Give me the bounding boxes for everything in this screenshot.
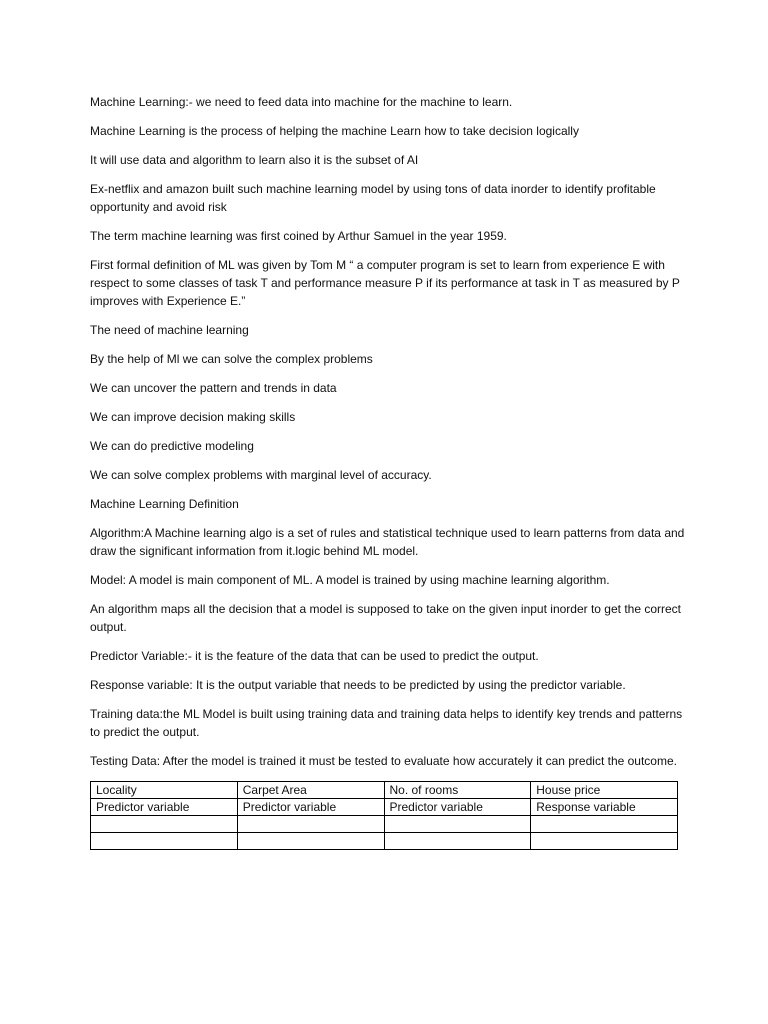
table-cell: No. of rooms: [384, 782, 531, 799]
paragraph-decision-making: We can improve decision making skills: [90, 410, 296, 424]
paragraph-ml-subset-ai: It will use data and algorithm to learn also it is the subset of AI: [90, 153, 419, 167]
table-cell: [237, 833, 384, 850]
paragraph-model: Model: A model is main component of ML. A model is trained by using machine learning algorithm.: [90, 573, 610, 587]
table-cell: [237, 816, 384, 833]
paragraph-predictive-modeling: We can do predictive modeling: [90, 439, 254, 453]
heading-ml-definition: Machine Learning Definition: [90, 497, 239, 511]
table-cell: [91, 833, 238, 850]
table-cell: [531, 816, 678, 833]
paragraph-training-data: Training data:the ML Model is built using training data and training data helps to identify key trends and patterns to predict the output.: [90, 707, 683, 739]
table-cell: Predictor variable: [384, 799, 531, 816]
table-row: [91, 799, 678, 816]
paragraph-ml-intro: Machine Learning:- we need to feed data into machine for the machine to learn.: [90, 95, 513, 109]
paragraph-patterns-trends: We can uncover the pattern and trends in data: [90, 381, 337, 395]
paragraph-response-variable: Response variable: It is the output variable that needs to be predicted by using the predictor variable.: [90, 678, 626, 692]
paragraph-predictor-variable: Predictor Variable:- it is the feature of the data that can be used to predict the output.: [90, 649, 539, 663]
document-body: [90, 93, 690, 850]
paragraph-tom-m-definition: First formal definition of ML was given by Tom M “ a computer program is set to learn from experience E with respect to some classes of task T and performance measure P if its performance at task in T as measured by P improves with Experience E.”: [90, 258, 680, 308]
table-cell: Response variable: [531, 799, 678, 816]
table-cell: Predictor variable: [91, 799, 238, 816]
table-cell: Predictor variable: [237, 799, 384, 816]
table-cell: Carpet Area: [237, 782, 384, 799]
table-cell: [531, 833, 678, 850]
paragraph-arthur-samuel: The term machine learning was first coined by Arthur Samuel in the year 1959.: [90, 229, 507, 243]
paragraph-ml-process: Machine Learning is the process of helping the machine Learn how to take decision logically: [90, 124, 579, 138]
heading-need-of-ml: The need of machine learning: [90, 323, 249, 337]
table-cell: [384, 816, 531, 833]
paragraph-algorithm: Algorithm:A Machine learning algo is a set of rules and statistical technique used to learn patterns from data and draw the significant information from it.logic behind ML model.: [90, 526, 685, 558]
paragraph-accuracy: We can solve complex problems with marginal level of accuracy.: [90, 468, 432, 482]
paragraph-complex-problems: By the help of Ml we can solve the complex problems: [90, 352, 373, 366]
table-row: [91, 833, 678, 850]
house-price-table: [90, 781, 678, 850]
table-row: [91, 782, 678, 799]
table-cell: [384, 833, 531, 850]
table-cell: [91, 816, 238, 833]
table-cell: Locality: [91, 782, 238, 799]
paragraph-testing-data: Testing Data: After the model is trained it must be tested to evaluate how accurately it can predict the outcome.: [90, 754, 677, 768]
paragraph-algorithm-maps: An algorithm maps all the decision that a model is supposed to take on the given input inorder to get the correct output.: [90, 602, 682, 634]
table-cell: House price: [531, 782, 678, 799]
table-row: [91, 816, 678, 833]
paragraph-netflix-amazon: Ex-netflix and amazon built such machine learning model by using tons of data inorder to identify profitable opportunity and avoid risk: [90, 182, 656, 214]
